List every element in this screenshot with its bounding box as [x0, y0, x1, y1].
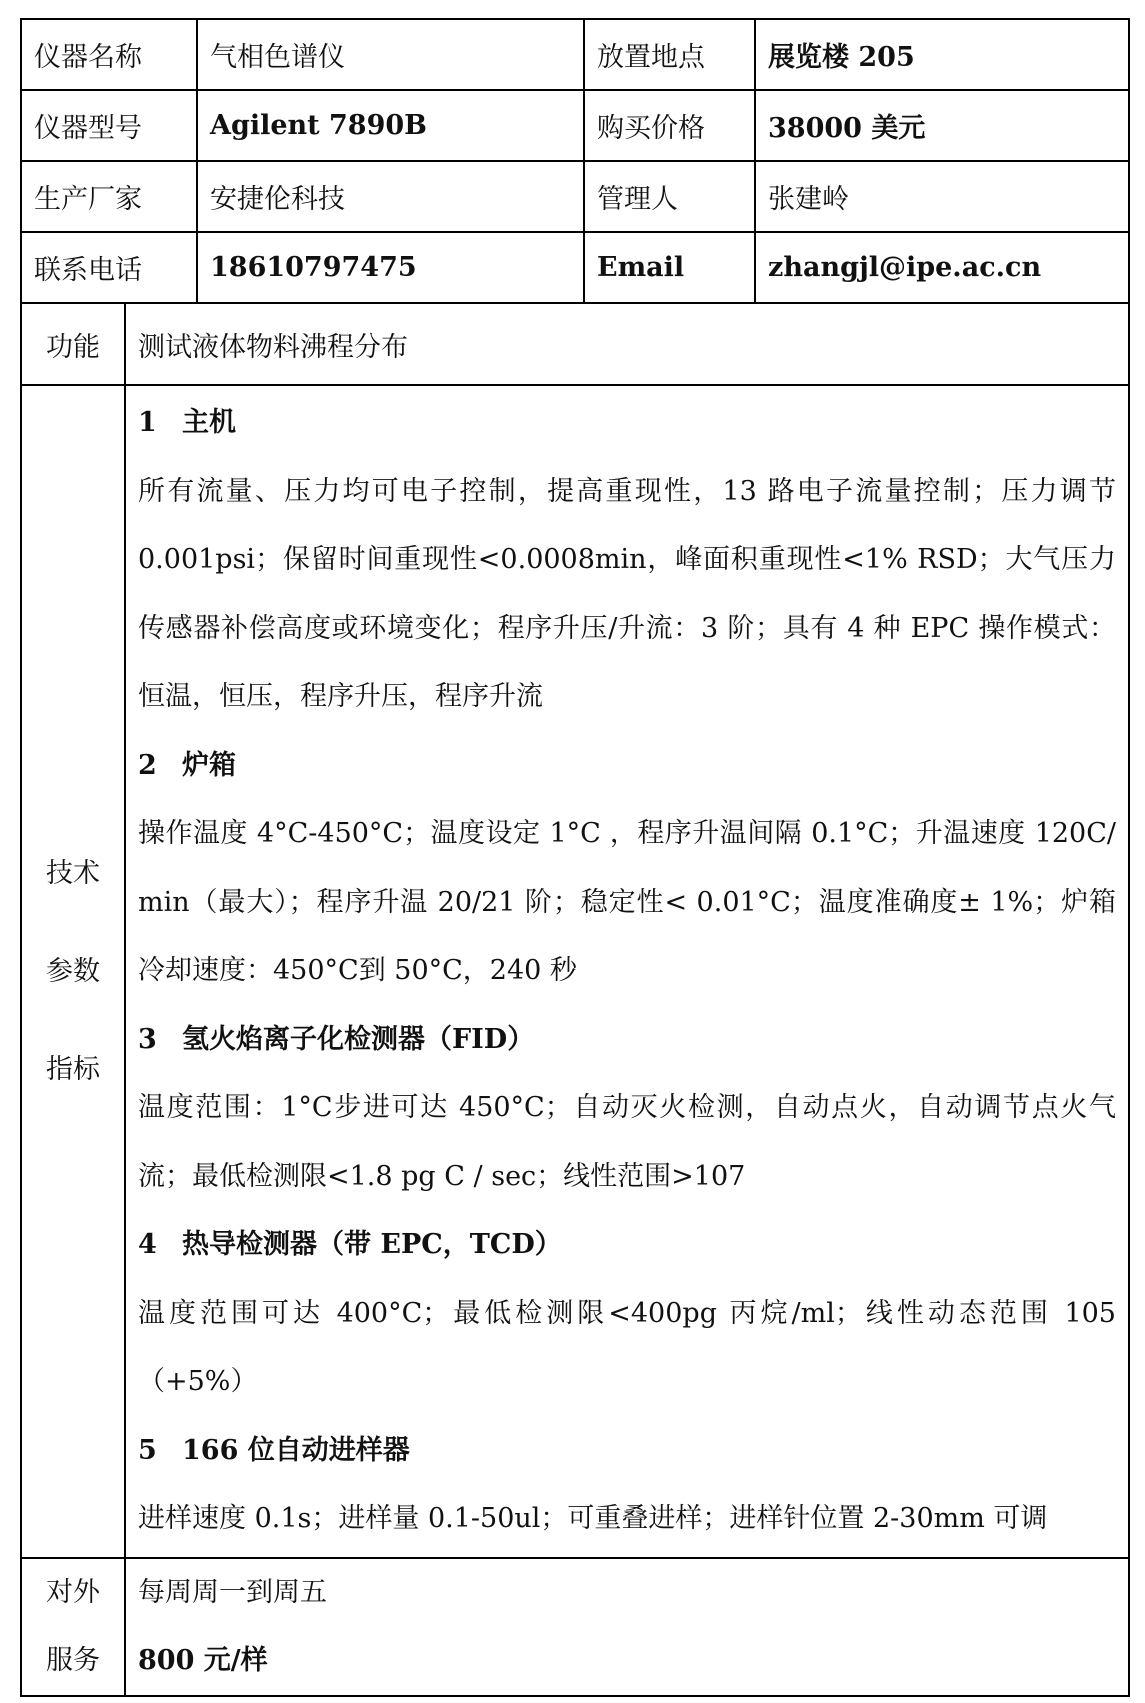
- label-manufacturer: 生产厂家: [21, 161, 197, 232]
- section-title: 主机: [182, 407, 236, 439]
- function-row: [21, 303, 1129, 385]
- section-body: 所有流量、压力均可电子控制，提高重现性，13 路电子流量控制；压力调节 0.001psi；保留时间重现性<0.0008min，峰面积重现性<1% RSD；大气压力传感器补偿高度或环境变化；程序升压/升流：3 阶；具有 4 种 EPC 操作模式：恒温，恒压，程序升压，程序升流: [138, 475, 1116, 713]
- tech-content: [125, 385, 1129, 1558]
- label-location: 放置地点: [584, 19, 755, 90]
- service-row: [21, 1558, 1129, 1696]
- section-heading: [138, 732, 1116, 801]
- header-row-contact: [21, 232, 1129, 303]
- section-number: 3: [138, 1023, 157, 1055]
- service-label-line: 服务: [46, 1645, 100, 1676]
- section-body: 温度范围可达 400°C；最低检测限<400pg 丙烷/ml；线性动态范围 105（+5%）: [138, 1297, 1116, 1398]
- section-body: 温度范围：1°C步进可达 450°C；自动灭火检测，自动点火，自动调节点火气流；最低检测限<1.8 pg C / sec；线性范围>107: [138, 1092, 1116, 1192]
- header-row-model: [21, 90, 1129, 161]
- value-email: zhangjl@ipe.ac.cn: [755, 232, 1129, 303]
- section-number: 2: [138, 749, 157, 781]
- label-phone: 联系电话: [21, 232, 197, 303]
- section-heading: [138, 1417, 1116, 1486]
- section-body: 操作温度 4°C-450°C；温度设定 1°C ，程序升温间隔 0.1°C；升温速度 120C/ min（最大）；程序升温 20/21 阶；稳定性< 0.01°C；温度准确度± 1%；炉箱冷却速度：450°C到 50°C，240 秒: [138, 818, 1116, 987]
- header-row-name: [21, 19, 1129, 90]
- value-phone: 18610797475: [197, 232, 584, 303]
- section-title: 166 位自动进样器: [182, 1434, 410, 1466]
- tech-label-line: 技术: [46, 857, 100, 889]
- tech-label-line: 指标: [46, 1053, 100, 1085]
- value-price: 38000 美元: [755, 90, 1129, 161]
- value-model: Agilent 7890B: [197, 90, 584, 161]
- header-row-manufacturer: [21, 161, 1129, 232]
- value-manufacturer: 安捷伦科技: [197, 161, 584, 232]
- spec-table: [20, 18, 1130, 1697]
- label-manager: 管理人: [584, 161, 755, 232]
- label-instrument-name: 仪器名称: [21, 19, 197, 90]
- service-label: [21, 1558, 125, 1696]
- service-schedule: 每周周一到周五: [138, 1577, 327, 1608]
- tech-label: [21, 385, 125, 1558]
- value-instrument-name: 气相色谱仪: [197, 19, 584, 90]
- section-number: 5: [138, 1434, 157, 1466]
- section-heading: [138, 389, 1116, 458]
- service-label-line: 对外: [46, 1577, 100, 1608]
- label-price: 购买价格: [584, 90, 755, 161]
- label-email: Email: [584, 232, 755, 303]
- section-title: 热导检测器（带 EPC，TCD）: [182, 1229, 562, 1261]
- instrument-spec-sheet: [20, 18, 1128, 1697]
- service-price: 800 元/样: [138, 1645, 268, 1676]
- section-title: 氢火焰离子化检测器（FID）: [182, 1023, 535, 1055]
- section-heading: [138, 1006, 1116, 1075]
- section-number: 4: [138, 1229, 157, 1261]
- service-content: [125, 1558, 1129, 1696]
- label-model: 仪器型号: [21, 90, 197, 161]
- value-location: 展览楼 205: [755, 19, 1129, 90]
- section-title: 炉箱: [182, 749, 236, 781]
- value-manager: 张建岭: [755, 161, 1129, 232]
- section-heading: [138, 1211, 1116, 1280]
- tech-label-line: 参数: [46, 955, 100, 987]
- section-number: 1: [138, 407, 157, 439]
- function-label: 功能: [21, 303, 125, 385]
- function-text: 测试液体物料沸程分布: [125, 303, 1129, 385]
- section-body: 进样速度 0.1s；进样量 0.1-50ul；可重叠进样；进样针位置 2-30mm 可调: [138, 1503, 1048, 1535]
- tech-row: [21, 385, 1129, 1558]
